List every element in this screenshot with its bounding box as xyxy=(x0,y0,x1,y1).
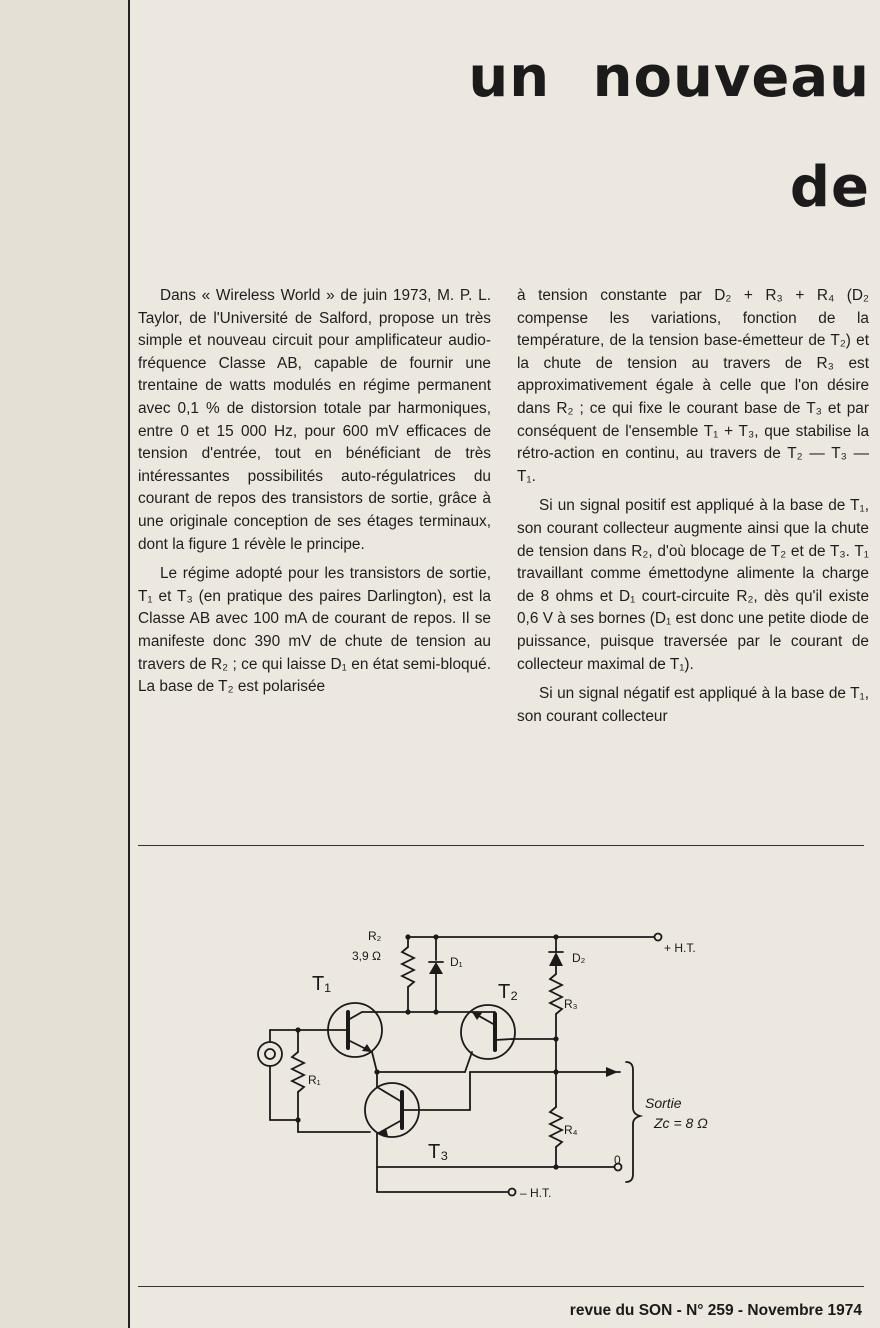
label-d1: D₁ xyxy=(450,955,463,969)
label-sortie: Sortie xyxy=(645,1095,682,1111)
label-t2: T₂ xyxy=(498,981,518,1003)
label-d2: D₂ xyxy=(572,951,586,965)
label-r4: R₄ xyxy=(564,1123,578,1137)
label-minus-ht: – H.T. xyxy=(520,1186,552,1200)
paragraph: Dans « Wireless World » de juin 1973, M. P. L. Taylor, de l'Université de Salford, propose un très simple et nouveau circuit pour amplificateur audio-fréquence Classe AB, capable de fournir une trentaine de watts modulés en régime permanent avec 0,1 % de distorsion totale par harmoniques, entre 0 et 15 000 Hz, pour 600 mV efficaces de tension d'entrée, tout en bénéficiant de très intéressantes possibilités auto-régulatrices du courant de repos des transistors de sortie, grâce à une originale conception de ses étages terminaux, dont la figure 1 révèle le principe. xyxy=(138,287,491,553)
label-plus-ht: + H.T. xyxy=(664,941,696,955)
label-r2-value: 3,9 Ω xyxy=(352,949,381,963)
figure-top-rule xyxy=(138,845,864,846)
label-t3: T₃ xyxy=(428,1141,449,1163)
label-load: Zc = 8 Ω xyxy=(654,1115,708,1131)
paragraph: Le régime adopté pour les transistors de sortie, T₁ et T₃ (en pratique des paires Darlington), est la Classe AB avec 100 mA de courant de repos. Il se manifeste donc 390 mV de chute de tension au travers de R₂ ; ce qui laisse D₁ en état semi-bloqué. La base de T₂ est polarisée xyxy=(138,565,491,696)
page-footer: revue du SON - N° 259 - Novembre 1974 xyxy=(569,1302,862,1319)
circuit-schematic xyxy=(240,912,780,1212)
label-r3: R₃ xyxy=(564,997,578,1011)
text-column-left xyxy=(138,285,491,706)
article-title-line-2: de xyxy=(789,155,870,220)
text-column-right xyxy=(517,285,869,735)
label-zero: 0 xyxy=(614,1153,621,1167)
paragraph: Si un signal positif est appliqué à la base de T₁, son courant collecteur augmente ainsi que la chute de tension dans R₂, d'où blocage de T₂ et de T₃. T₁ travaillant comme émettodyne alimente la charge de 8 ohms et D₁ court-circuite R₂, dès qu'il existe 0,6 V à ses bornes (D₁ est donc une petite diode de puissance, puisque traversée par le courant de collecteur maximal de T₁). xyxy=(517,497,869,673)
paragraph: à tension constante par D₂ + R₃ + R₄ (D₂ compense les variations, fonction de la température, de la tension base-émetteur de T₂) et la chute de tension au travers de R₃ est approximativement égale à celle que l'on désire dans R₂ ; ce qui fixe le courant base de T₃ et par conséquent de l'ensemble T₁ + T₃, que stabilise la rétro-action en continu, au travers de T₂ — T₃ — T₁. xyxy=(517,287,869,485)
footer-rule xyxy=(138,1286,864,1287)
paragraph: Si un signal négatif est appliqué à la base de T₁, son courant collecteur xyxy=(517,685,869,725)
previous-page-edge xyxy=(0,0,128,1328)
margin-rule xyxy=(128,0,130,1328)
label-r2: R₂ xyxy=(368,929,382,943)
article-title-line-1: un nouveau xyxy=(468,45,870,110)
label-t1: T₁ xyxy=(312,973,331,995)
label-r1: R₁ xyxy=(308,1073,321,1087)
